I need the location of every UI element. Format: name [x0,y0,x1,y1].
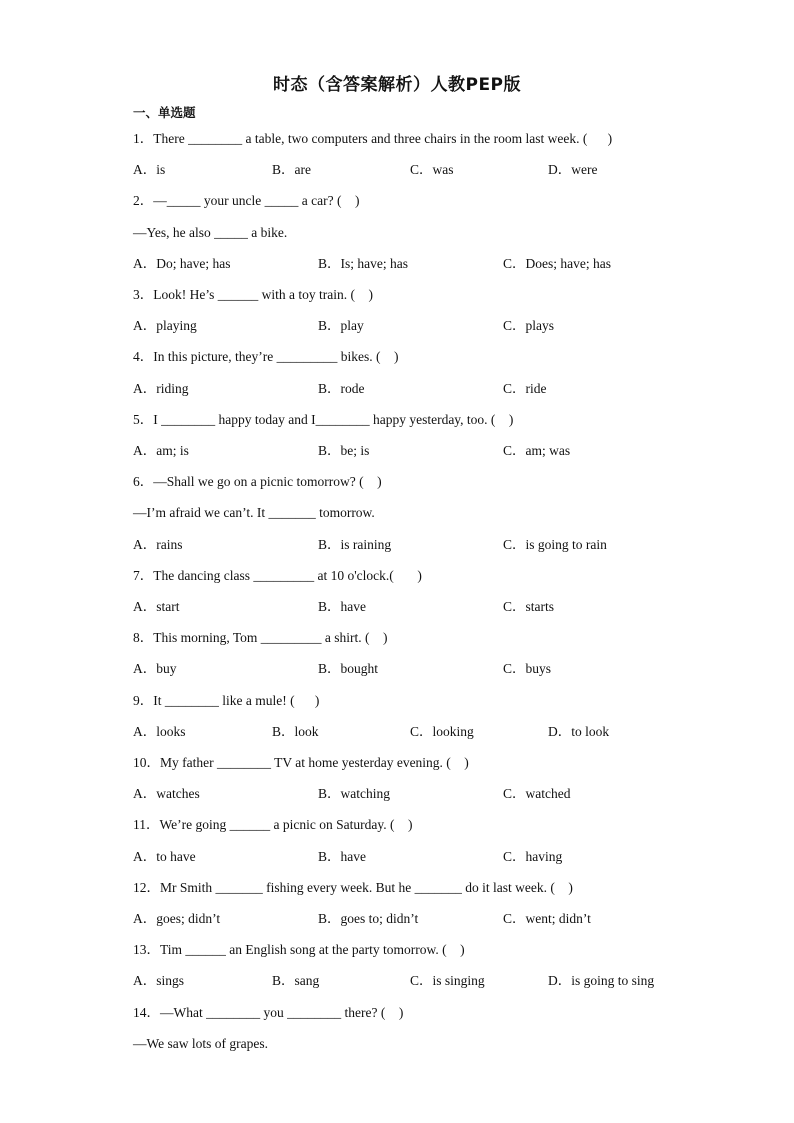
question-7-stem: 7．The dancing class _________ at 10 o'clock.( ) [133,568,422,583]
question-4-option-b[interactable]: B．rode [318,381,365,396]
question-6-option-a[interactable]: A．rains [133,537,183,552]
question-2-stem: 2．—_____ your uncle _____ a car? ( ) [133,193,360,208]
question-12-option-a[interactable]: A．goes; didn’t [133,911,221,926]
question-5-option-a[interactable]: A．am; is [133,443,189,458]
question-8-option-b[interactable]: B．bought [318,661,379,676]
question-5-stem: 5．I ________ happy today and I________ happy yesterday, too. ( ) [133,412,514,427]
question-3-option-c[interactable]: C．plays [503,318,555,333]
question-12-stem: 12．Mr Smith _______ fishing every week. But he _______ do it last week. ( ) [133,880,573,895]
question-11-stem: 11．We’re going ______ a picnic on Saturday. ( ) [133,817,413,832]
question-8-option-c[interactable]: C．buys [503,661,552,676]
question-14-stem: 14．—What ________ you ________ there? ( ) [133,1005,404,1020]
question-7-option-b[interactable]: B．have [318,599,366,614]
question-11-option-a[interactable]: A．to have [133,849,196,864]
question-6-option-b[interactable]: B．is raining [318,537,392,552]
question-12-option-c[interactable]: C．went; didn’t [503,911,591,926]
question-13-option-d[interactable]: D．is going to sing [548,973,655,988]
question-13-stem: 13．Tim ______ an English song at the party tomorrow. ( ) [133,942,465,957]
question-4-option-c[interactable]: C．ride [503,381,547,396]
question-3-option-b[interactable]: B．play [318,318,364,333]
question-14-reply: —We saw lots of grapes. [133,1036,269,1051]
question-10-option-a[interactable]: A．watches [133,786,200,801]
question-1-stem: 1．There ________ a table, two computers and three chairs in the room last week. ( ) [133,131,613,146]
question-8-stem: 8．This morning, Tom _________ a shirt. ( ) [133,630,388,645]
question-11-option-c[interactable]: C．having [503,849,563,864]
question-8-option-a[interactable]: A．buy [133,661,177,676]
question-12-option-b[interactable]: B．goes to; didn’t [318,911,419,926]
question-3-stem: 3．Look! He’s ______ with a toy train. ( ) [133,287,373,302]
question-4-option-a[interactable]: A．riding [133,381,189,396]
question-10-stem: 10．My father ________ TV at home yesterday evening. ( ) [133,755,469,770]
question-7-option-c[interactable]: C．starts [503,599,555,614]
question-13-option-a[interactable]: A．sings [133,973,185,988]
question-6-reply: —I’m afraid we can’t. It _______ tomorrow. [133,505,375,520]
question-6-option-c[interactable]: C．is going to rain [503,537,607,552]
question-10-option-b[interactable]: B．watching [318,786,390,801]
question-1-option-d[interactable]: D．were [548,162,598,177]
question-10-option-c[interactable]: C．watched [503,786,571,801]
question-13-option-c[interactable]: C．is singing [410,973,485,988]
question-9-option-d[interactable]: D．to look [548,724,610,739]
question-6-stem: 6．—Shall we go on a picnic tomorrow? ( ) [133,474,382,489]
question-9-option-b[interactable]: B．look [272,724,319,739]
question-9-option-c[interactable]: C．looking [410,724,474,739]
question-5-option-b[interactable]: B．be; is [318,443,370,458]
question-1-option-a[interactable]: A．is [133,162,166,177]
question-9-option-a[interactable]: A．looks [133,724,186,739]
question-2-reply: —Yes, he also _____ a bike. [133,225,288,240]
question-1-option-c[interactable]: C．was [410,162,454,177]
document-title: 时态（含答案解析）人教PEP版 [272,75,522,95]
question-11-option-b[interactable]: B．have [318,849,366,864]
question-1-option-b[interactable]: B．are [272,162,311,177]
section-heading: 一、单选题 [133,105,196,120]
question-9-stem: 9．It ________ like a mule! ( ) [133,693,320,708]
question-7-option-a[interactable]: A．start [133,599,180,614]
question-13-option-b[interactable]: B．sang [272,973,320,988]
question-2-option-b[interactable]: B．Is; have; has [318,256,408,271]
question-5-option-c[interactable]: C．am; was [503,443,571,458]
question-2-option-a[interactable]: A．Do; have; has [133,256,231,271]
question-4-stem: 4．In this picture, they’re _________ bikes. ( ) [133,349,399,364]
question-2-option-c[interactable]: C．Does; have; has [503,256,611,271]
question-3-option-a[interactable]: A．playing [133,318,197,333]
